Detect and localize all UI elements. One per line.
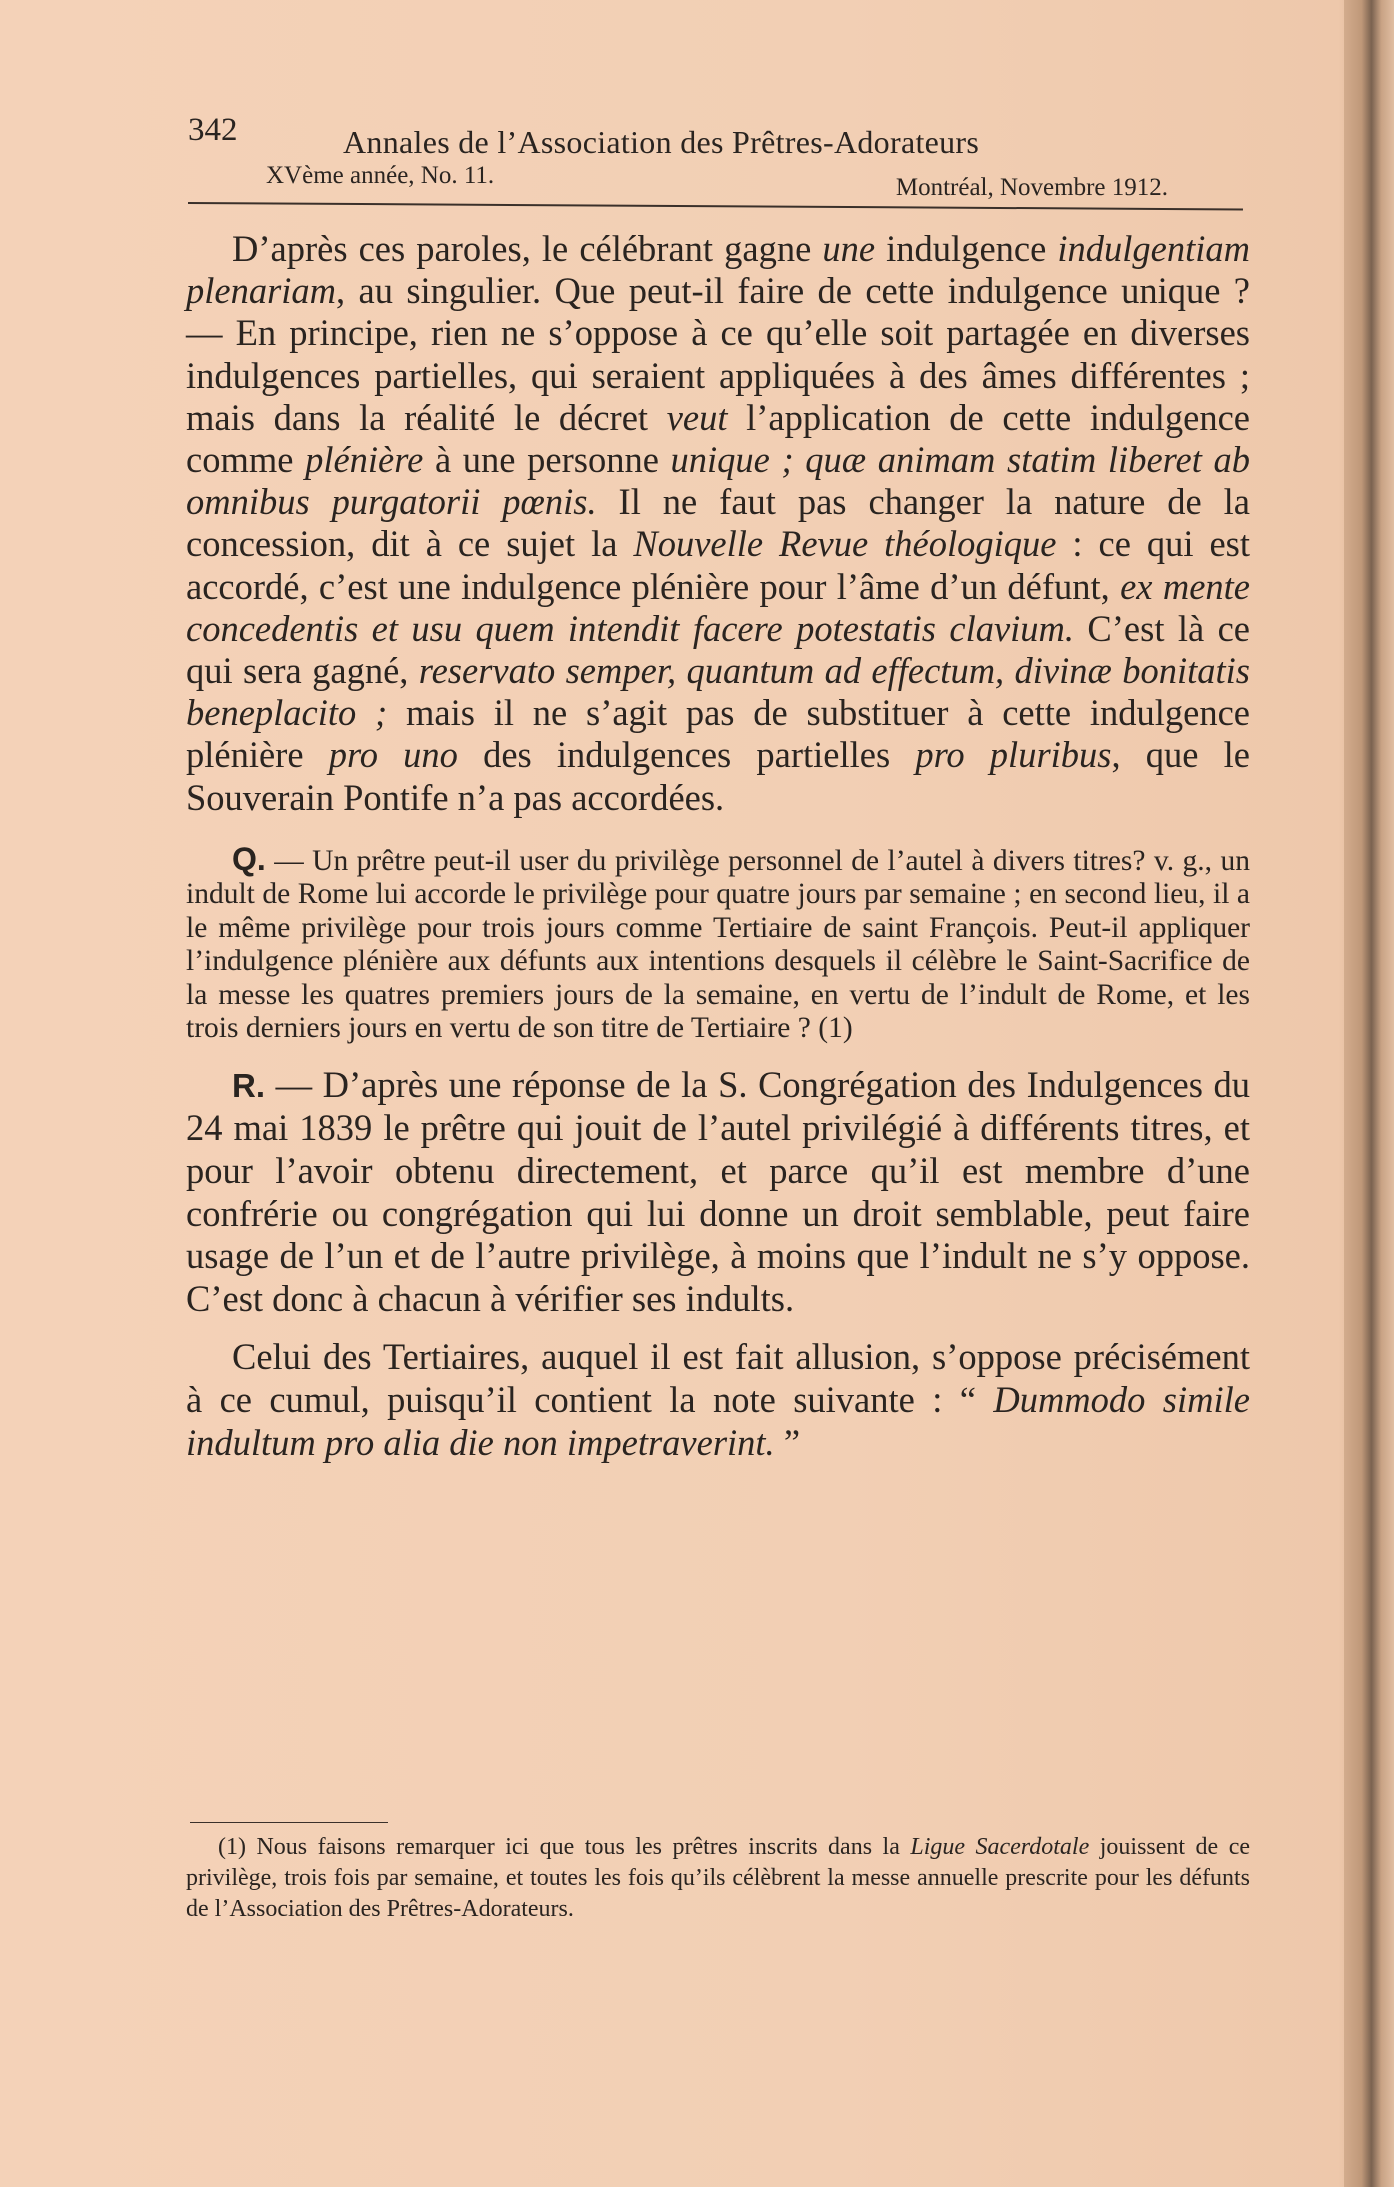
main-paragraph-segment: reservato semper, quantum ad effectum, divinæ bonitatis beneplacito ; bbox=[186, 650, 1250, 734]
place-date: Montréal, Novembre 1912. bbox=[895, 174, 1168, 201]
main-paragraph-segment: indulgence bbox=[875, 228, 1058, 269]
footnote-segment: Ligue Sacerdotale bbox=[910, 1834, 1090, 1860]
main-paragraph-segment: D’après ces paroles, le célébrant gagne bbox=[232, 228, 823, 269]
main-paragraph-segment: des indulgences partielles bbox=[457, 734, 916, 776]
main-paragraph-segment: l’application de cette indulgence comme bbox=[186, 396, 1250, 481]
main-paragraph-segment: , au singulier. Que peut-il faire de cette indulgence unique ? — En principe, rien ne s’oppose à ce qu’elle soit partagée en diverses indulgences partielles, qui seraient appliquées à des âmes différentes ; mais dans la réalité le décret bbox=[186, 270, 1250, 438]
response-block bbox=[186, 1064, 1250, 1464]
question-label: Q. bbox=[232, 840, 266, 877]
page-number: 342 bbox=[188, 112, 238, 148]
main-paragraph bbox=[186, 228, 1250, 819]
main-paragraph-segment: indulgentiam plenariam bbox=[186, 228, 1250, 312]
main-paragraph-segment: pro uno bbox=[328, 734, 458, 776]
footnote-rule bbox=[190, 1822, 388, 1823]
closing-paragraph-segment: Dummodo simile indultum pro alia die non impetraverint. bbox=[186, 1379, 1250, 1463]
footnote-segment: jouissent de ce privilège, trois fois par semaine, et toutes les fois qu’ils célèbrent la messe annuelle prescrite pour les défunts de l’Association des Prêtres-Adorateurs. bbox=[186, 1834, 1251, 1922]
article-body bbox=[186, 228, 1250, 1464]
response-text: — D’après une réponse de la S. Congrégation des Indulgences du 24 mai 1839 le prêtre qui jouit de l’autel privilégié à différents titres, et pour l’avoir obtenu directement, et parce qu’il est membre d’une confrérie ou congrégation qui lui donne un droit semblable, peut faire usage de l’un et de l’autre privilège, à moins que l’indult ne s’y oppose. C’est donc à chacun à vérifier ses indults. bbox=[186, 1063, 1250, 1319]
volume-issue: XVème année, No. 11. bbox=[266, 162, 495, 189]
main-paragraph-segment: veut bbox=[666, 396, 728, 438]
main-paragraph-segment: Il ne faut pas changer la nature de la concession, dit à ce sujet la bbox=[186, 481, 1251, 565]
main-paragraph-segment: Nouvelle Revue théologique bbox=[633, 523, 1057, 565]
question-block bbox=[186, 840, 1250, 1046]
response-paragraph bbox=[186, 1064, 1250, 1321]
main-paragraph-segment: unique ; quæ animam statim liberet ab omnibus purgatorii pœnis. bbox=[186, 439, 1250, 523]
page-edge-shadow bbox=[1344, 0, 1394, 2187]
running-header bbox=[188, 110, 1238, 210]
main-paragraph-segment: pro pluribus bbox=[915, 734, 1112, 776]
footnote-segment: (1) Nous faisons remarquer ici que tous les prêtres inscrits dans la bbox=[218, 1834, 911, 1860]
main-paragraph-segment: C’est là ce qui sera gagné, bbox=[186, 607, 1250, 692]
closing-paragraph-segment: Celui des Tertiaires, auquel il est fait allusion, s’oppose précisément à ce cumul, puisqu’il contient la note suivante : “ bbox=[186, 1336, 1250, 1420]
main-paragraph-segment: à une personne bbox=[423, 439, 671, 481]
main-paragraph-block bbox=[186, 228, 1250, 819]
footnote bbox=[186, 1832, 1250, 1925]
closing-paragraph-segment: ” bbox=[774, 1421, 801, 1463]
main-paragraph-segment: une bbox=[822, 228, 876, 269]
journal-title: Annales de l’Association des Prêtres-Adorateurs bbox=[343, 124, 980, 160]
main-paragraph-segment: ex mente concedentis et usu quem intendit facere potestatis clavium. bbox=[186, 565, 1250, 649]
response-label: R. bbox=[232, 1066, 265, 1104]
question-paragraph bbox=[186, 840, 1250, 1046]
main-paragraph-segment: mais il ne s’agit pas de substituer à cette indulgence plénière bbox=[186, 692, 1250, 776]
question-text: — Un prêtre peut-il user du privilège personnel de l’autel à divers titres? v. g., un indult de Rome lui accorde le privilège pour quatre jours par semaine ; en second lieu, il a le même privilège pour trois jours comme Tertiaire de saint François. Peut-il appliquer l’indulgence plénière aux défunts aux intentions desquels il célèbre le Saint-Sacrifice de la messe les quatres premiers jours de la semaine, en vertu de l’indult de Rome, et les trois derniers jours en vertu de son titre de Tertiaire ? (1) bbox=[186, 844, 1250, 1045]
main-paragraph-segment: : ce qui est accordé, c’est une indulgence plénière pour l’âme d’un défunt, bbox=[186, 523, 1251, 607]
closing-paragraph bbox=[186, 1336, 1250, 1464]
main-paragraph-segment: , que le Souverain Pontife n’a pas accordées. bbox=[186, 734, 1250, 818]
footnote-text bbox=[186, 1832, 1250, 1925]
main-paragraph-segment: plénière bbox=[305, 439, 424, 481]
